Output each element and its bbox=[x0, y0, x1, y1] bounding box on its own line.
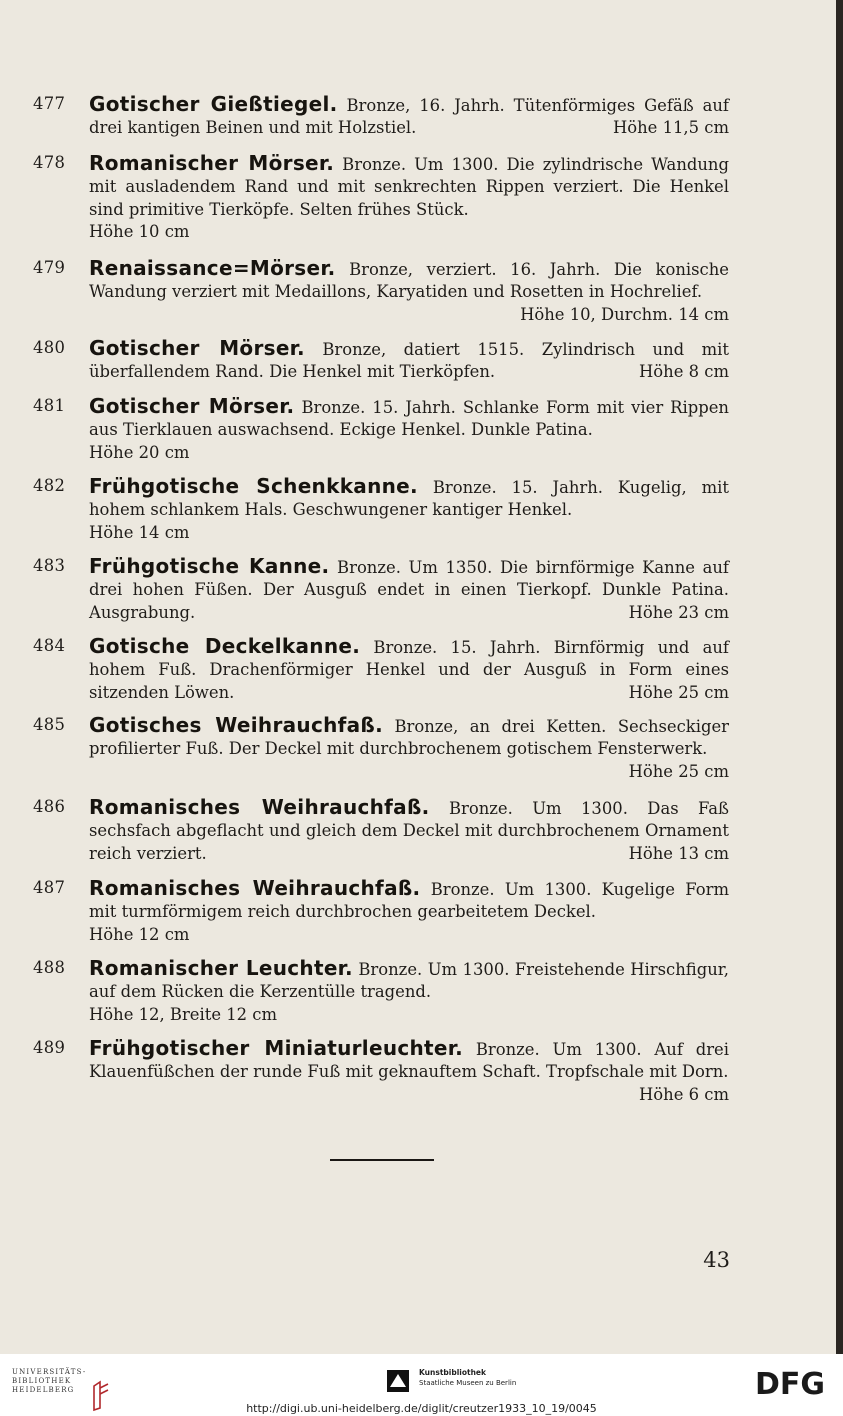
catalog-entry-488 bbox=[33, 957, 729, 1026]
entry-description: Bronze, an drei Ketten. Sechseckiger profilierter Fuß. Der Deckel mit durchbrochenem gotischem Fensterwerk. bbox=[89, 717, 729, 759]
catalog-entry-481 bbox=[33, 395, 729, 464]
entry-title: Romanisches Weihrauchfaß. bbox=[89, 876, 421, 900]
entry-dimensions: Höhe 10 cm bbox=[89, 221, 190, 241]
entry-number: 479 bbox=[33, 258, 66, 277]
entry-description: Bronze, verziert. 16. Jahrh. Die konische Wandung verziert mit Medaillons, Karyatiden und Rosetten in Hochrelief. bbox=[89, 260, 729, 302]
entry-dimensions: Höhe 25 cm bbox=[628, 682, 729, 702]
entry-body bbox=[89, 635, 729, 704]
entry-dimensions: Höhe 25 cm bbox=[628, 761, 729, 781]
kunstbibliothek-name: Kunstbibliothek bbox=[419, 1368, 487, 1377]
entry-dimensions: Höhe 13 cm bbox=[628, 843, 729, 863]
entry-number: 486 bbox=[33, 797, 66, 816]
entry-title: Gotischer Mörser. bbox=[89, 336, 305, 360]
entry-body bbox=[89, 1036, 729, 1104]
catalog-entry-487 bbox=[33, 877, 729, 946]
entry-description: Bronze. Um 1300. Das Faß sechsfach abgeflacht und gleich dem Deckel mit durchbrochenem Ornament reich verziert. bbox=[89, 799, 729, 863]
entry-description: Bronze. Um 1300. Auf drei Klauenfüßchen der runde Fuß mit geknauftem Schaft. Tropfschale mit Dorn. bbox=[89, 1040, 729, 1082]
entry-body bbox=[89, 337, 729, 384]
entry-body bbox=[89, 475, 729, 544]
heidelberg-library-logo[interactable] bbox=[12, 1368, 102, 1395]
entry-description: Bronze. 15. Jahrh. Schlanke Form mit vier Rippen aus Tierklauen auswachsend. Eckige Henkel. Dunkle Patina. bbox=[89, 398, 729, 440]
entry-body bbox=[89, 957, 729, 1026]
entry-body bbox=[89, 877, 729, 946]
entry-title: Gotisches Weihrauchfaß. bbox=[89, 713, 384, 737]
entry-dimensions: Höhe 12 cm bbox=[89, 924, 190, 944]
entry-description: Bronze. 15. Jahrh. Birnförmig und auf hohem Fuß. Drachenförmiger Henkel und der Ausguß in Form eines sitzenden Löwen. bbox=[89, 638, 729, 702]
entry-title: Renaissance=Mörser. bbox=[89, 256, 336, 280]
permalink-url[interactable]: http://digi.ub.uni-heidelberg.de/diglit/creutzer1933_10_19/0045 bbox=[246, 1402, 597, 1415]
page-number: 43 bbox=[703, 1248, 730, 1272]
entry-dimensions: Höhe 23 cm bbox=[628, 602, 729, 622]
entry-title: Frühgotischer Miniaturleuchter. bbox=[89, 1036, 463, 1060]
entry-body bbox=[89, 256, 729, 324]
catalog-entry-479 bbox=[33, 257, 729, 326]
entry-title: Gotischer Gießtiegel. bbox=[89, 92, 338, 116]
catalog-entry-484 bbox=[33, 635, 729, 704]
entry-body bbox=[89, 796, 729, 865]
entry-description: Bronze. 15. Jahrh. Kugelig, mit hohem schlankem Hals. Geschwungener kantiger Henkel. bbox=[89, 478, 729, 520]
entry-dimensions: Höhe 10, Durchm. 14 cm bbox=[520, 304, 729, 324]
entry-body bbox=[89, 93, 729, 140]
dfg-logo[interactable] bbox=[748, 1368, 832, 1398]
entry-body bbox=[89, 713, 729, 781]
kunstbibliothek-subtitle: Staatliche Museen zu Berlin bbox=[419, 1379, 517, 1387]
entry-number: 489 bbox=[33, 1038, 66, 1057]
entry-title: Frühgotische Kanne. bbox=[89, 554, 330, 578]
entry-description: Bronze. Um 1350. Die birnförmige Kanne auf drei hohen Füßen. Der Ausguß endet in einen Tierkopf. Dunkle Patina. Ausgrabung. bbox=[89, 558, 729, 622]
catalog-entry-489 bbox=[33, 1037, 729, 1106]
entry-number: 481 bbox=[33, 396, 66, 415]
catalog-entry-486 bbox=[33, 796, 729, 865]
entry-body bbox=[89, 395, 729, 464]
entry-description: Bronze, 16. Jahrh. Tütenförmiges Gefäß auf drei kantigen Beinen und mit Holzstiel. bbox=[89, 96, 729, 138]
entry-number: 485 bbox=[33, 715, 66, 734]
entry-description: Bronze, datiert 1515. Zylindrisch und mit überfallendem Rand. Die Henkel mit Tierköpfen. bbox=[89, 340, 729, 382]
entry-dimensions: Höhe 20 cm bbox=[89, 442, 190, 462]
entry-dimensions: Höhe 11,5 cm bbox=[612, 118, 729, 138]
catalog-entry-478 bbox=[33, 152, 729, 243]
entry-title: Frühgotische Schenkkanne. bbox=[89, 474, 418, 498]
catalog-entry-480 bbox=[33, 337, 729, 384]
entry-number: 477 bbox=[33, 94, 66, 113]
entry-title: Romanisches Weihrauchfaß. bbox=[89, 795, 430, 819]
entry-description: Bronze. Um 1300. Die zylindrische Wandung mit ausladendem Rand und mit senkrechten Rippen verziert. Die Henkel sind primitive Tierköpfe. Selten frühes Stück. bbox=[89, 155, 729, 219]
entry-dimensions: Höhe 6 cm bbox=[639, 1084, 729, 1104]
catalog-entry-477 bbox=[33, 93, 729, 140]
page-edge-shadow bbox=[836, 0, 843, 1354]
entry-title: Gotische Deckelkanne. bbox=[89, 634, 361, 658]
entry-title: Romanischer Leuchter. bbox=[89, 956, 353, 980]
entry-number: 487 bbox=[33, 878, 66, 897]
ub-logo-line-2: BIBLIOTHEK bbox=[12, 1377, 72, 1385]
entry-number: 484 bbox=[33, 636, 66, 655]
entry-number: 478 bbox=[33, 153, 66, 172]
dfg-logo-text: DFG bbox=[754, 1368, 826, 1398]
entry-title: Gotischer Mörser. bbox=[89, 394, 295, 418]
ub-logo-line-1: UNIVERSITÄTS- bbox=[12, 1368, 87, 1376]
catalog-entry-482 bbox=[33, 475, 729, 544]
section-divider bbox=[330, 1159, 434, 1161]
entry-number: 488 bbox=[33, 958, 66, 977]
entry-dimensions: Höhe 8 cm bbox=[639, 362, 729, 382]
kunstbibliothek-logo[interactable] bbox=[385, 1368, 565, 1396]
entry-description: Bronze. Um 1300. Freistehende Hirschfigur, auf dem Rücken die Kerzentülle tragend. bbox=[89, 960, 729, 1002]
entry-description: Bronze. Um 1300. Kugelige Form mit turmförmigem reich durchbrochen gearbeitetem Deckel. bbox=[89, 880, 729, 922]
catalog-entry-485 bbox=[33, 714, 729, 783]
catalog-entry-483 bbox=[33, 555, 729, 624]
entry-dimensions: Höhe 14 cm bbox=[89, 522, 190, 542]
ub-logo-line-3: HEIDELBERG bbox=[12, 1386, 75, 1394]
entry-body bbox=[89, 555, 729, 624]
entry-title: Romanischer Mörser. bbox=[89, 151, 335, 175]
entry-number: 482 bbox=[33, 476, 66, 495]
entry-dimensions: Höhe 12, Breite 12 cm bbox=[89, 1004, 278, 1024]
kunstbibliothek-emblem-icon bbox=[385, 1368, 411, 1394]
viewer-footer bbox=[0, 1354, 843, 1416]
entry-number: 483 bbox=[33, 556, 66, 575]
entry-body bbox=[89, 152, 729, 243]
entry-number: 480 bbox=[33, 338, 66, 357]
